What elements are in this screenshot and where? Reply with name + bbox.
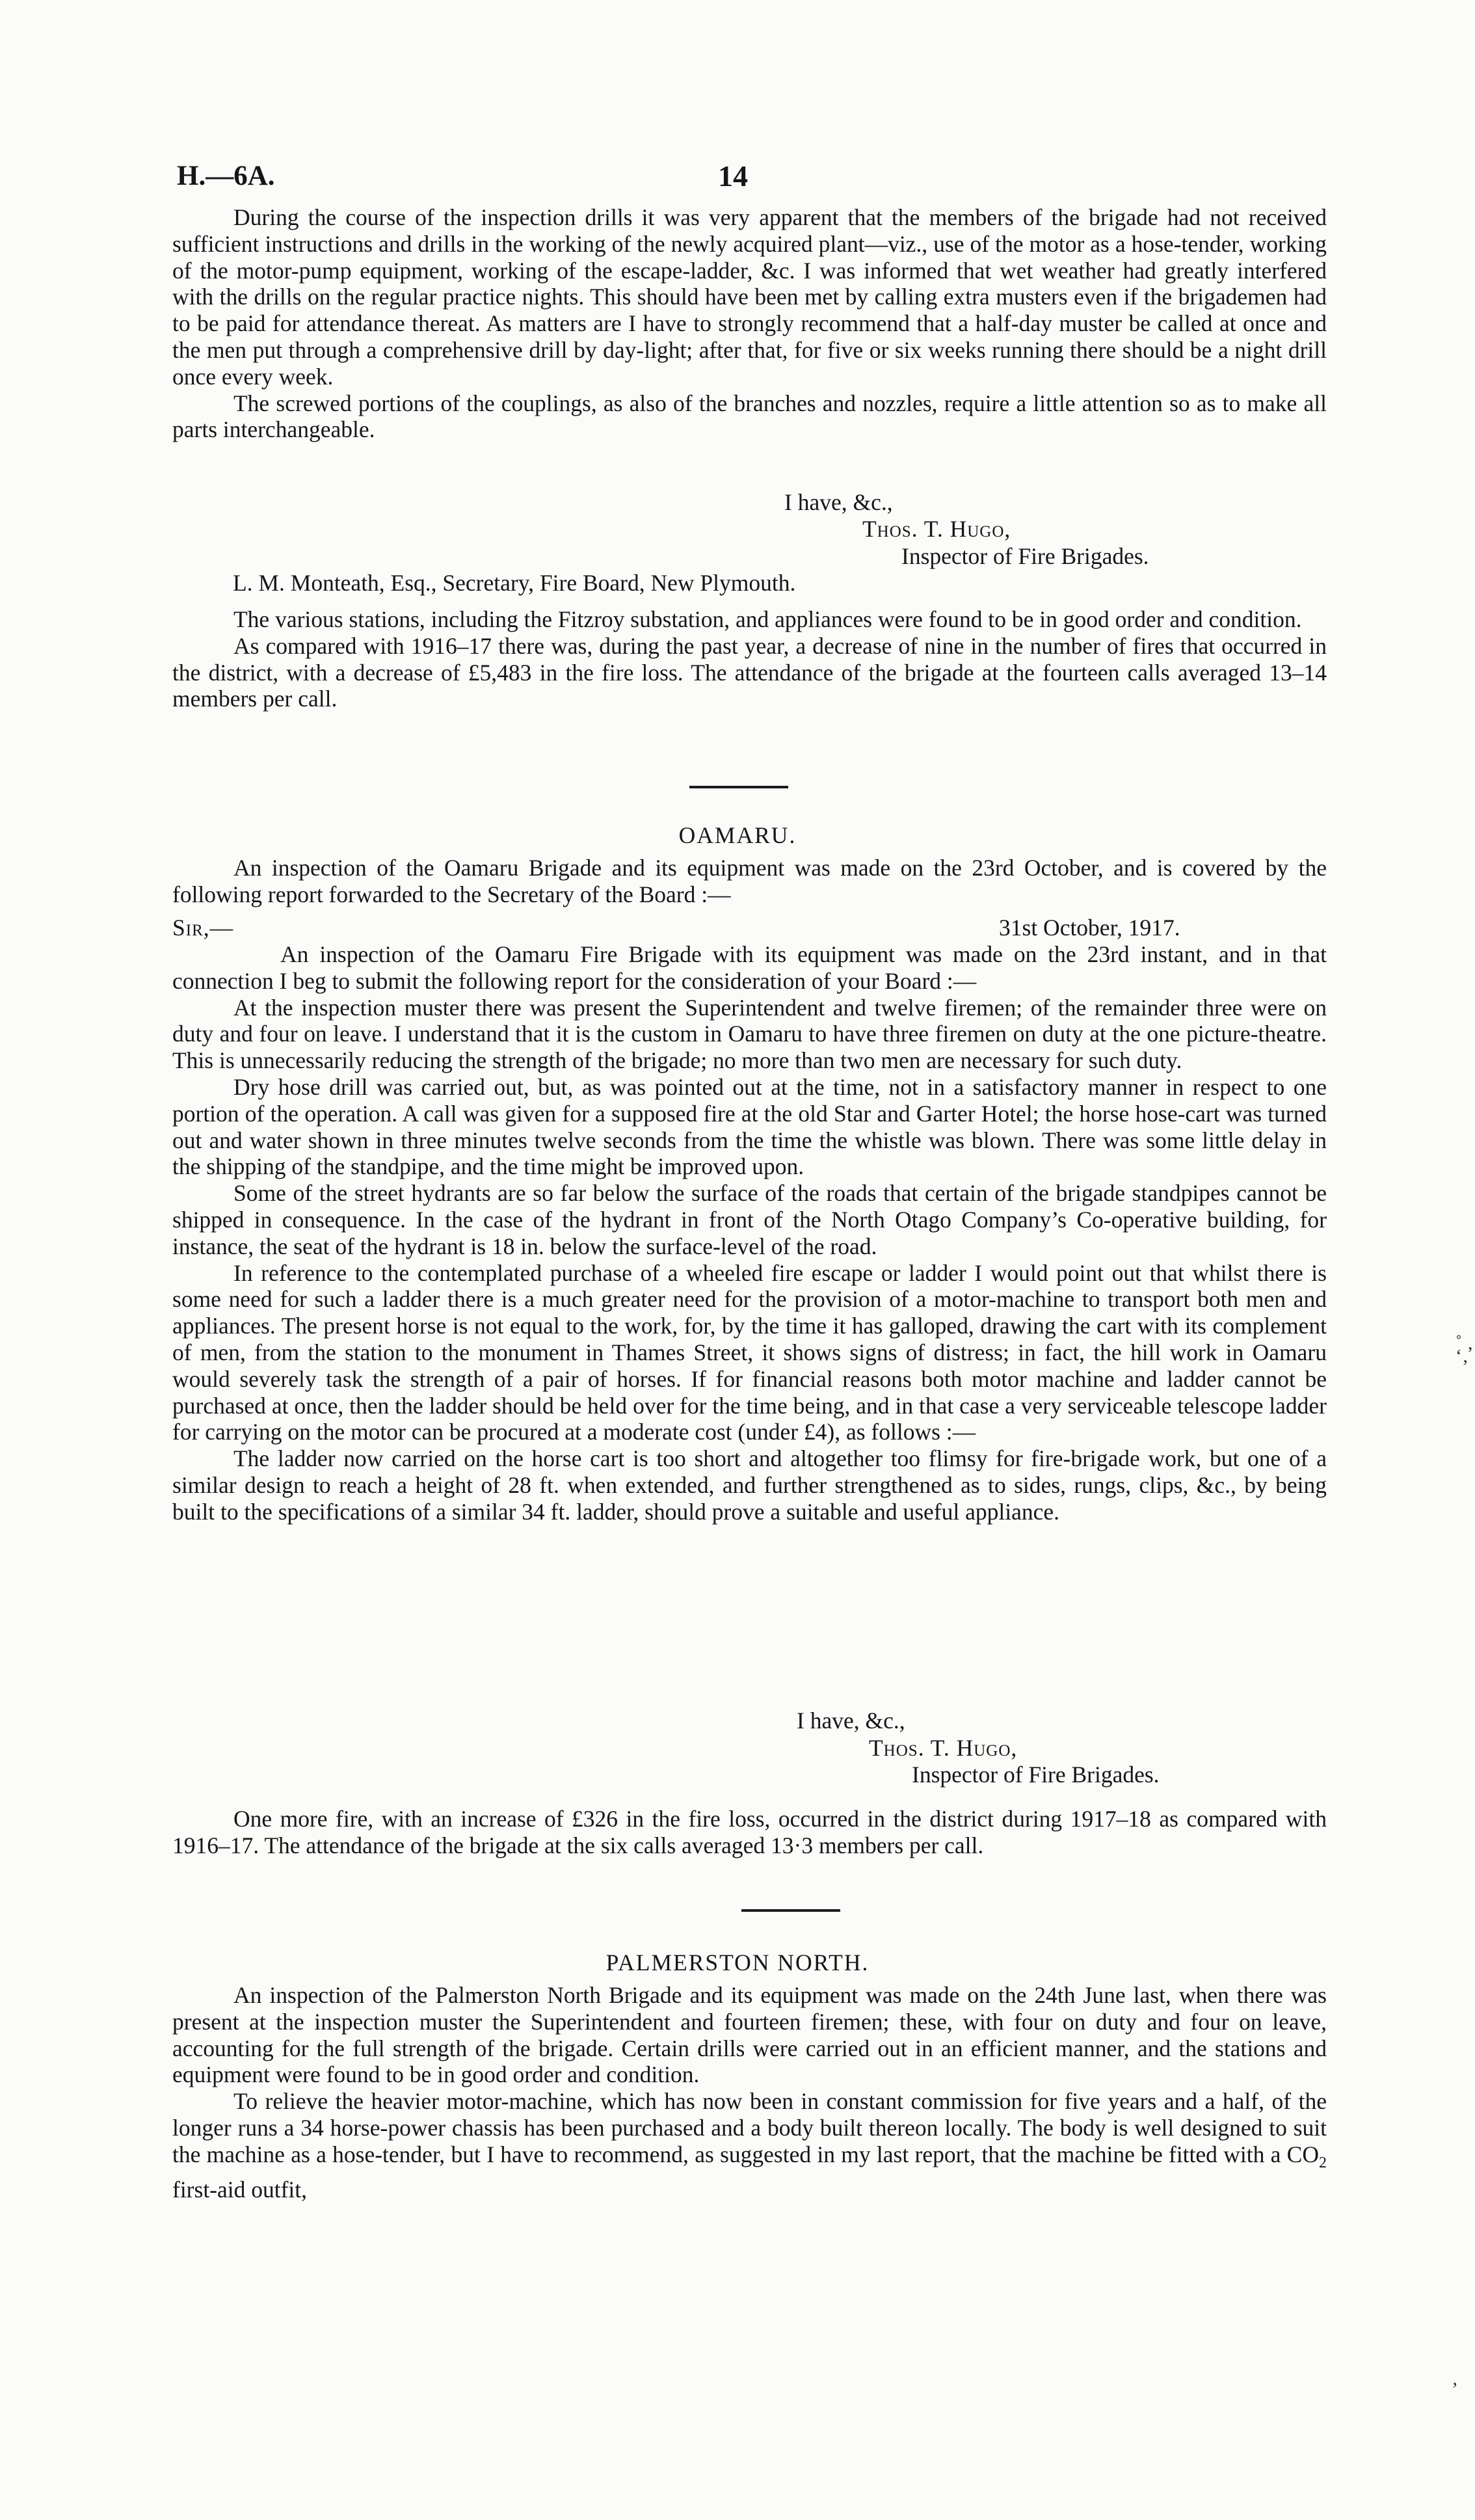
oamaru-intro-block [172, 855, 1327, 908]
oamaru-summary-block [172, 1806, 1327, 1859]
letter-date: 31st October, 1917. [999, 915, 1180, 941]
signature: Thos. T. Hugo, [862, 516, 1011, 542]
paragraph: During the course of the inspection drills it was very apparent that the members of the brigade had not received sufficient instructions and drills in the working of the newly acquired plant—viz., use of the motor as a hose-tender, working of the motor-pump equipment, working of the escape-ladder, &c. I was informed that wet weather had greatly interfered with the drills on the regular practice nights. This should have been met by calling extra musters even if the brigademen had to be paid for attendance thereat. As matters are I have to strongly recommend that a half-day muster be called at once and the men put through a comprehensive drill by day-light; after that, for five or six weeks running there should be a night drill once every week. [172, 204, 1327, 390]
margin-mark: ‚ [1452, 2368, 1458, 2389]
paragraph: Some of the street hydrants are so far below the surface of the roads that certain of the brigade standpipes cannot be shipped in consequence. In the case of the hydrant in front of the North Otago Company’s Co-operative building, for instance, the seat of the hydrant is 18 in. below the surface-level of the road. [172, 1180, 1327, 1259]
section-divider [741, 1909, 840, 1912]
addressee: L. M. Monteath, Esq., Secretary, Fire Board, New Plymouth. [233, 570, 796, 596]
page-number: 14 [718, 159, 748, 193]
paragraph: At the inspection muster there was present the Superintendent and twelve firemen; of the remainder three were on duty and four on leave. I understand that it is the custom in Oamaru to have three firemen on duty at the one picture-theatre. This is unnecessarily reducing the strength of the brigade; no more than two men are necessary for such duty. [172, 994, 1327, 1074]
page-reference: H.—6A. [177, 161, 275, 191]
paragraph: The screwed portions of the couplings, as also of the branches and nozzles, require a little attention so as to make all parts interchangeable. [172, 390, 1327, 443]
paragraph: The ladder now carried on the horse cart is too short and altogether too flimsy for fire-brigade work, but one of a similar design to reach a height of 28 ft. when extended, and further strengthened as to sides, rungs, clips, &c., by being built to the specifications of a similar 34 ft. ladder, should prove a suitable and useful appliance. [172, 1445, 1327, 1525]
paragraph: As compared with 1916–17 there was, during the past year, a decrease of nine in the number of fires that occurred in the district, with a decrease of £5,483 in the fire loss. The attendance of the brigade at the fourteen calls averaged 13–14 members per call. [172, 632, 1327, 712]
paragraph: The various stations, including the Fitzroy substation, and appliances were found to be in good order and condition. [233, 606, 1302, 632]
paragraph: Dry hose drill was carried out, but, as was pointed out at the time, not in a satisfactory manner in respect to one portion of the operation. A call was given for a supposed fire at the old Star and Garter Hotel; the horse hose-cart was turned out and water shown in three minutes twelve seconds from the time the whistle was blown. There was some little delay in the shipping of the standpipe, and the time might be improved upon. [172, 1073, 1327, 1180]
section-heading-palmerston-north: PALMERSTON NORTH. [605, 1950, 870, 1976]
sign-off: I have, &c., [797, 1708, 905, 1734]
oamaru-letter-block [172, 941, 1327, 1525]
section-heading-oamaru: OAMARU. [678, 822, 797, 848]
signature-title: Inspector of Fire Brigades. [901, 543, 1149, 569]
intro-after-block [172, 606, 1327, 712]
section-divider [689, 786, 788, 788]
palmerston-text-block [172, 1982, 1327, 2203]
margin-mark: ˚ ‚ ‘‚ [1455, 1332, 1474, 1367]
signature: Thos. T. Hugo, [869, 1735, 1018, 1761]
sign-off: I have, &c., [784, 489, 893, 515]
paragraph-last: To relieve the heavier motor-machine, which has now been in constant commission for five years and a half, of the longer runs a 34 horse-power chassis has been purchased and a body built thereon locally. The body is well designed to suit the machine as a hose-tender, but I have to recommend, as suggested in my last report, that the machine be fitted with a $CO_2$ first-aid outfit, [172, 2088, 1327, 2203]
paragraph: An inspection of the Oamaru Fire Brigade with its equipment was made on the 23rd instant, and in that connection I beg to submit the following report for the consideration of your Board :— [172, 941, 1327, 994]
paragraph: An inspection of the Oamaru Brigade and its equipment was made on the 23rd October, and is covered by the following report forwarded to the Secretary of the Board :— [172, 855, 1327, 907]
intro-text-block [172, 204, 1327, 443]
paragraph: An inspection of the Palmerston North Brigade and its equipment was made on the 24th June last, when there was present at the inspection muster the Superintendent and fourteen firemen; these, with four on duty and four on leave, accounting for the full strength of the brigade. Certain drills were carried out in an efficient manner, and the stations and equipment were found to be in good order and condition. [172, 1982, 1327, 2088]
paragraph: One more fire, with an increase of £326 in the fire loss, occurred in the district during 1917–18 as compared with 1916–17. The attendance of the brigade at the six calls averaged 13·3 members per call. [172, 1806, 1327, 1858]
salutation: Sir,— [172, 915, 234, 941]
paragraph: In reference to the contemplated purchase of a wheeled fire escape or ladder I would point out that whilst there is some need for such a ladder there is a much greater need for the provision of a motor-machine to transport both men and appliances. The present horse is not equal to the work, for, by the time it has galloped, drawing the cart with its complement of men, from the station to the monument in Thames Street, it shows signs of distress; in fact, the hill work in Oamaru would severely task the strength of a pair of horses. If for financial reasons both motor machine and ladder cannot be purchased at once, then the ladder should be held over for the time being, and in that case a very serviceable telescope ladder for carrying on the motor can be procured at a moderate cost (under £4), as follows :— [172, 1259, 1327, 1445]
signature-title: Inspector of Fire Brigades. [912, 1762, 1160, 1788]
subscript: 2 [1319, 2154, 1327, 2171]
